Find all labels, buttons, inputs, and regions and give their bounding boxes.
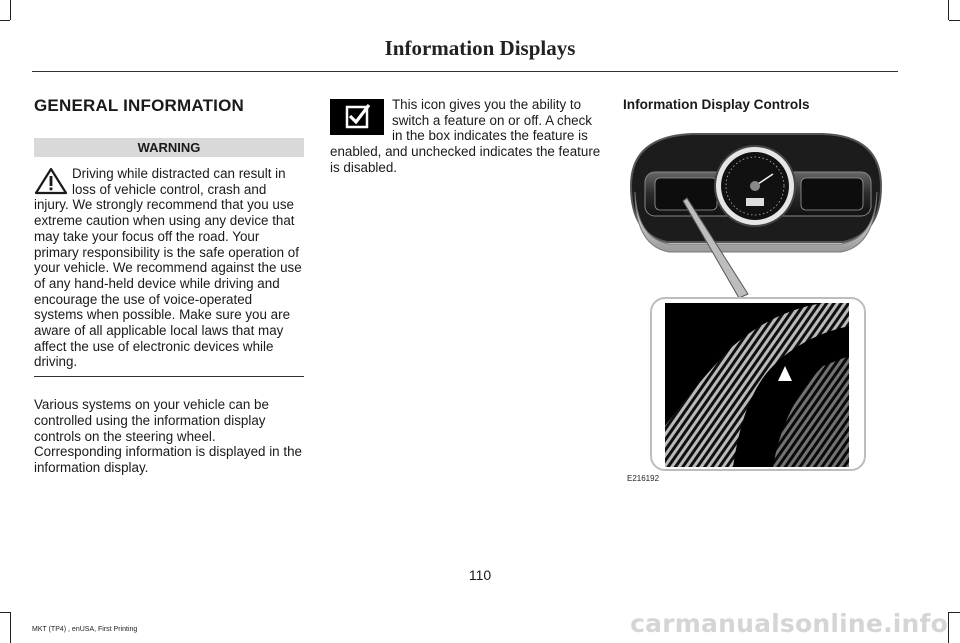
- crop-mark-bottom-right-h: [949, 612, 960, 613]
- controls-column: [623, 97, 898, 112]
- display-zoom-inset: [651, 298, 865, 470]
- checkbox-description: This icon gives you the ability to switch a feature on or off. A check in the box indicates the feature is enabled, and unchecked indicates the feature is disabled.: [330, 97, 601, 175]
- crop-mark-top-left-v: [10, 0, 11, 20]
- site-watermark: carmanualsonline.info: [630, 609, 948, 638]
- controls-title: Information Display Controls: [623, 97, 810, 112]
- crop-mark-top-right-v: [948, 0, 949, 20]
- crop-mark-top-right-h: [949, 20, 960, 21]
- warning-divider: [34, 376, 304, 377]
- warning-text-block: [34, 166, 304, 370]
- instrument-cluster: [631, 134, 881, 252]
- crop-mark-bottom-right-v: [948, 612, 949, 643]
- page-number: 110: [468, 567, 492, 583]
- crop-mark-bottom-left-h: [0, 612, 10, 613]
- warning-text: Driving while distracted can result in loss of vehicle control, crash and injury. We strongly recommend that you use extreme caution when using any device that may take your focus off the road. Your primary responsibility is the safe operation of your vehicle. We recommend against the use of any hand-held device while driving and encourage the use of voice-operated systems when possible. Make sure you are aware of all applicable local laws that may affect the use of electronic devices while driving.: [34, 166, 302, 370]
- checkbox-description-column: [330, 97, 602, 176]
- figure-label: E216192: [627, 474, 660, 483]
- checkbox-checked-icon: [330, 99, 384, 135]
- information-display-figure: [623, 126, 885, 482]
- crop-mark-top-left-h: [0, 20, 10, 21]
- intro-paragraph: Various systems on your vehicle can be controlled using the information display controls on the steering wheel. Corresponding information is displayed in the information display.: [34, 397, 302, 475]
- header-divider: [32, 71, 898, 72]
- general-information-column: [34, 96, 304, 476]
- warning-triangle-icon: [34, 167, 68, 195]
- crop-mark-bottom-left-v: [10, 612, 11, 643]
- checkmark-icon: [330, 99, 384, 135]
- section-title: GENERAL INFORMATION: [34, 96, 244, 115]
- page-title: Information Displays: [384, 36, 576, 60]
- edition-footer: MKT (TP4) , enUSA, First Printing: [32, 626, 138, 633]
- warning-banner: WARNING: [34, 138, 304, 157]
